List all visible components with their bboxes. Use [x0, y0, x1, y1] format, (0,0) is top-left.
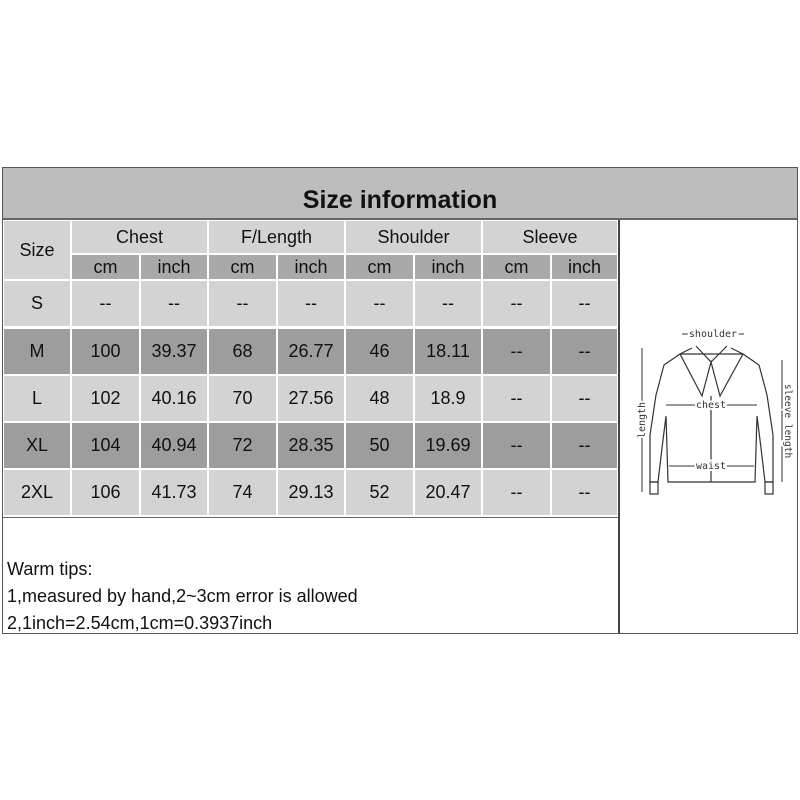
table-cell: --: [552, 470, 617, 515]
table-cell: 39.37: [141, 329, 207, 374]
length-label: length: [637, 401, 648, 439]
measure-header: F/Length: [209, 221, 344, 253]
table-cell: 41.73: [141, 470, 207, 515]
table-cell: --: [552, 423, 617, 468]
measure-header: Shoulder: [346, 221, 481, 253]
table-cell: --: [552, 376, 617, 421]
table-cell: 106: [72, 470, 139, 515]
shirt-icon: [620, 220, 799, 633]
warm-tips: [7, 556, 358, 637]
tips-heading: Warm tips:: [7, 559, 93, 579]
table-cell: 18.11: [415, 329, 481, 374]
unit-header: cm: [346, 255, 413, 279]
table-cell: 100: [72, 329, 139, 374]
table-cell: 102: [72, 376, 139, 421]
table-divider: [3, 517, 618, 518]
table-cell: --: [483, 281, 550, 326]
table-cell: 26.77: [278, 329, 344, 374]
measurement-diagram: [618, 220, 797, 633]
unit-header: inch: [552, 255, 617, 279]
unit-header: cm: [209, 255, 276, 279]
table-cell: --: [552, 281, 617, 326]
table-cell: 19.69: [415, 423, 481, 468]
table-cell: --: [483, 423, 550, 468]
tips-line-2: 2,1inch=2.54cm,1cm=0.3937inch: [7, 613, 273, 633]
table-cell: 48: [346, 376, 413, 421]
table-cell: 28.35: [278, 423, 344, 468]
table-cell: 40.16: [141, 376, 207, 421]
table-cell: 74: [209, 470, 276, 515]
table-cell: --: [483, 376, 550, 421]
table-cell: --: [141, 281, 207, 326]
size-chart: [2, 167, 798, 634]
unit-header: inch: [141, 255, 207, 279]
table-cell: 27.56: [278, 376, 344, 421]
table-cell: 29.13: [278, 470, 344, 515]
table-cell: --: [72, 281, 139, 326]
unit-header: cm: [72, 255, 139, 279]
table-cell: 70: [209, 376, 276, 421]
table-cell: 72: [209, 423, 276, 468]
table-cell: --: [483, 470, 550, 515]
table-cell: --: [483, 329, 550, 374]
size-cell: 2XL: [4, 470, 70, 515]
table-cell: 18.9: [415, 376, 481, 421]
table-cell: 68: [209, 329, 276, 374]
table-cell: --: [552, 329, 617, 374]
unit-header: inch: [415, 255, 481, 279]
unit-header: cm: [483, 255, 550, 279]
measure-header: Chest: [72, 221, 207, 253]
chart-title: Size information: [3, 168, 797, 220]
table-cell: 46: [346, 329, 413, 374]
measure-header: Sleeve: [483, 221, 617, 253]
size-cell: S: [4, 281, 70, 326]
table-cell: --: [415, 281, 481, 326]
tips-line-1: 1,measured by hand,2~3cm error is allowed: [7, 586, 358, 606]
table-cell: 104: [72, 423, 139, 468]
shoulder-label: shoulder: [688, 329, 738, 340]
table-cell: 50: [346, 423, 413, 468]
size-column-header: Size: [4, 221, 70, 279]
table-cell: 52: [346, 470, 413, 515]
sleeve-length-label: sleeve length: [782, 383, 793, 459]
table-cell: 40.94: [141, 423, 207, 468]
table-cell: --: [346, 281, 413, 326]
size-cell: L: [4, 376, 70, 421]
size-cell: M: [4, 329, 70, 374]
waist-label: waist: [695, 461, 727, 472]
unit-header: inch: [278, 255, 344, 279]
table-cell: 20.47: [415, 470, 481, 515]
table-cell: --: [209, 281, 276, 326]
size-cell: XL: [4, 423, 70, 468]
chest-label: chest: [695, 400, 727, 411]
table-cell: --: [278, 281, 344, 326]
